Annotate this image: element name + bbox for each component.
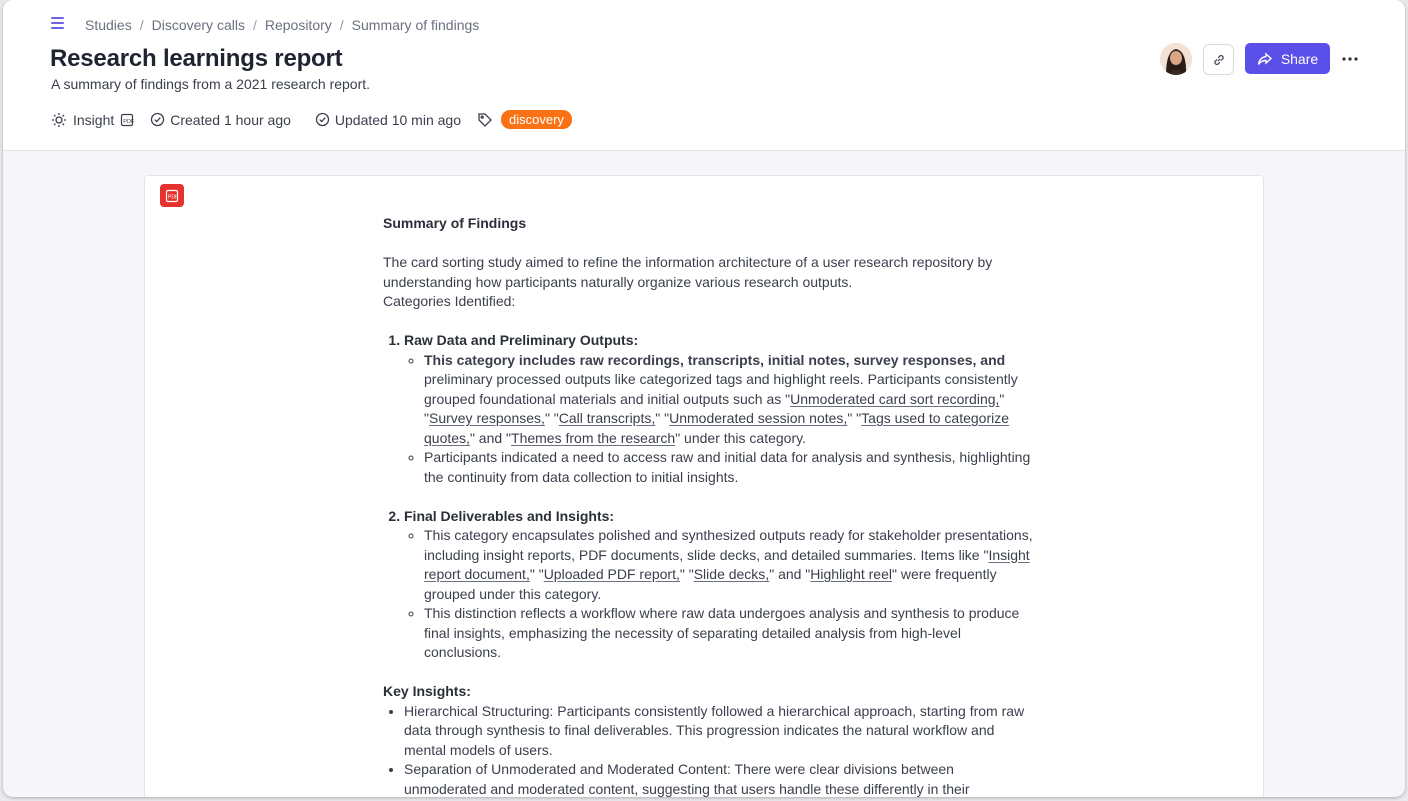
key-insights-heading: Key Insights: — [383, 683, 471, 699]
svg-text:PDF: PDF — [123, 118, 135, 125]
key-insights-list — [383, 702, 1033, 798]
page-title: Research learnings report — [50, 45, 343, 72]
share-button[interactable]: Share — [1245, 43, 1330, 74]
categories-label: Categories Identified: — [383, 293, 516, 309]
categories-list — [383, 331, 1033, 663]
lightbulb-icon — [51, 112, 67, 128]
check-circle-icon — [150, 112, 165, 127]
document-viewer — [144, 175, 1264, 797]
breadcrumb-summary-of-findings[interactable]: Summary of findings — [351, 17, 480, 33]
breadcrumb-studies[interactable]: Studies — [85, 17, 132, 33]
page-header — [3, 0, 1405, 151]
tag-icon[interactable] — [477, 112, 493, 128]
category-raw-data: 1. Raw Data and Preliminary Outputs: ◦ This category includes raw recordings, transcripts, initial notes, survey responses, and preliminary processed outputs like categorized tags and highlight reels. Participants consistently grouped foundational materials and initial outputs such as "Unmoderated card sort recording," "Survey responses," "Call transcripts," "Unmoderated session notes," "Tags used to categorize quotes," and "Themes from the research" under this category. ◦ Participants indicated a need to access raw and initial data for analysis and synthesis, highlighting the continuity from data collection to initial insights. — [404, 331, 1033, 507]
list-item: ◦ This distinction reflects a workflow where raw data undergoes analysis and synthesis to produce final insights, emphasizing the necessity of separating detailed analysis from high-level conclusions. — [424, 604, 1033, 663]
insight-type — [51, 112, 134, 128]
updated-info: Updated 10 min ago — [315, 112, 461, 128]
tags — [477, 110, 572, 129]
pdf-file-icon — [160, 184, 184, 207]
link-icon — [1212, 53, 1226, 67]
breadcrumb-repository[interactable]: Repository — [264, 17, 332, 33]
document-content — [383, 214, 1033, 797]
tag-badge-discovery[interactable]: discovery — [501, 110, 572, 129]
list-item: • Hierarchical Structuring: Participants consistently followed a hierarchical approach, starting from raw data through synthesis to final deliverables. This progression indicates the natural workflow and mental models of users. — [404, 702, 1033, 761]
breadcrumb: Studies / Discovery calls / Repository / Summary of findings — [85, 17, 480, 33]
svg-text:PDF: PDF — [168, 194, 178, 201]
menu-icon[interactable] — [51, 17, 67, 31]
meta-row — [51, 110, 572, 129]
share-icon — [1257, 52, 1273, 66]
list-item: ◦ Participants indicated a need to access raw and initial data for analysis and synthesis, highlighting the continuity from data collection to initial insights. — [424, 448, 1033, 487]
intro-paragraph: The card sorting study aimed to refine the information architecture of a user research repository by understanding how participants naturally organize various research outputs. — [383, 254, 993, 290]
category-final-deliverables: 2. Final Deliverables and Insights: ◦ This category encapsulates polished and synthesized outputs ready for stakeholder presentations, including insight reports, PDF documents, slide decks, and detailed summaries. Items like "Insight report document," "Uploaded PDF report," "Slide decks," and "Highlight reel" were frequently grouped under this category. ◦ This distinction reflects a workflow where raw data undergoes analysis and synthesis to produce final insights, emphasizing the necessity of separating detailed analysis from high-level conclusions. — [404, 507, 1033, 663]
more-horizontal-icon — [1342, 57, 1358, 61]
breadcrumb-discovery-calls[interactable]: Discovery calls — [151, 17, 245, 33]
more-options-button[interactable] — [1340, 49, 1360, 69]
page-subtitle: A summary of findings from a 2021 research report. — [51, 76, 371, 92]
app-window — [3, 0, 1405, 797]
avatar[interactable] — [1160, 43, 1192, 75]
doc-heading: Summary of Findings — [383, 215, 527, 231]
insight-label: Insight — [73, 111, 115, 128]
copy-link-button[interactable] — [1203, 44, 1234, 75]
list-item: • Separation of Unmoderated and Moderated Content: There were clear divisions between unmoderated and moderated content, suggesting that users handle these differently in their — [404, 760, 1033, 797]
list-item: ◦ This category includes raw recordings, transcripts, initial notes, survey responses, and preliminary processed outputs like categorized tags and highlight reels. Participants consistently grouped foundational materials and initial outputs such as "Unmoderated card sort recording," "Survey responses," "Call transcripts," "Unmoderated session notes," "Tags used to categorize quotes," and "Themes from the research" under this category. — [424, 351, 1033, 449]
created-info: Created 1 hour ago — [150, 112, 291, 128]
check-circle-icon — [315, 112, 330, 127]
pdf-small-icon — [120, 113, 134, 127]
list-item: ◦ This category encapsulates polished and synthesized outputs ready for stakeholder presentations, including insight reports, PDF documents, slide decks, and detailed summaries. Items like "Insight report document," "Uploaded PDF report," "Slide decks," and "Highlight reel" were frequently grouped under this category. — [424, 526, 1033, 604]
